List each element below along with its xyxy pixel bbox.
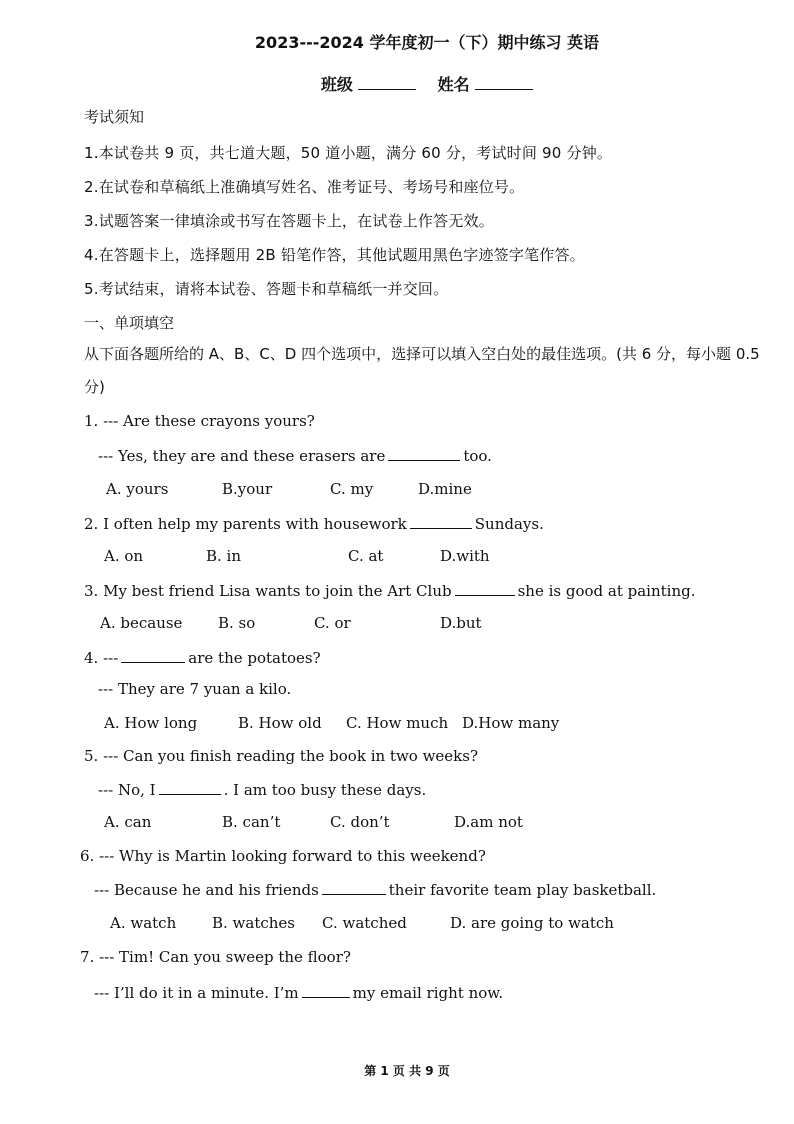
option-b: B. in xyxy=(206,547,242,565)
class-name-line xyxy=(0,72,794,95)
question-response xyxy=(98,780,426,799)
option-c: C. at xyxy=(348,547,384,565)
option-d: D.with xyxy=(440,547,490,565)
option-a: A. How long xyxy=(104,714,198,732)
question-text: are the potatoes? xyxy=(188,649,321,667)
notice-rule: 3.试题答案一律填涂或书写在答题卡上，在试卷上作答无效。 xyxy=(84,212,494,230)
option-b: B.your xyxy=(222,480,273,498)
option-c: C. or xyxy=(314,614,351,632)
option-b: B. How old xyxy=(238,714,322,732)
question-text: 4. --- xyxy=(84,649,119,667)
question-stem xyxy=(84,581,696,600)
exam-title: 2023---2024 学年度初一（下）期中练习 英语 xyxy=(254,33,600,52)
question-text: --- No, I xyxy=(98,781,156,799)
option-c: C. don’t xyxy=(330,813,390,831)
option-a: A. watch xyxy=(110,914,177,932)
option-d: D.How many xyxy=(462,714,560,732)
question-text: their favorite team play basketball. xyxy=(388,881,657,899)
question-text: too. xyxy=(463,447,492,465)
class-label: 班级 xyxy=(320,75,353,94)
notice-rule: 4.在答题卡上，选择题用 2B 铅笔作答，其他试题用黑色字迹签字笔作答。 xyxy=(84,246,585,264)
name-label: 姓名 xyxy=(437,75,470,94)
question-text: . I am too busy these days. xyxy=(223,781,427,799)
option-d: D.mine xyxy=(418,480,472,498)
question-response xyxy=(94,880,656,899)
answer-blank xyxy=(410,514,472,529)
option-d: D. are going to watch xyxy=(450,914,614,932)
question-text: 3. My best friend Lisa wants to join the Art Club xyxy=(84,582,452,600)
notice-rule: 2.在试卷和草稿纸上准确填写姓名、准考证号、考场号和座位号。 xyxy=(84,178,525,196)
option-a: A. on xyxy=(104,547,144,565)
question-stem: 7. --- Tim! Can you sweep the floor? xyxy=(80,948,351,966)
option-b: B. so xyxy=(218,614,256,632)
question-response: --- They are 7 yuan a kilo. xyxy=(98,680,292,698)
section-heading: 一、单项填空 xyxy=(84,314,175,332)
question-response xyxy=(94,983,503,1002)
answer-blank xyxy=(121,648,185,663)
question-text: Sundays. xyxy=(474,515,544,533)
option-a: A. can xyxy=(104,813,152,831)
question-text: --- I’ll do it in a minute. I’m xyxy=(94,984,299,1002)
notice-rule: 5.考试结束，请将本试卷、答题卡和草稿纸一并交回。 xyxy=(84,280,449,298)
question-stem: 5. --- Can you finish reading the book in two weeks? xyxy=(84,747,479,765)
answer-blank xyxy=(455,581,515,596)
option-b: B. watches xyxy=(212,914,296,932)
name-blank xyxy=(475,75,533,90)
option-a: A. yours xyxy=(106,480,169,498)
page-number: 第 1 页 共 9 页 xyxy=(364,1064,450,1078)
question-stem: 1. --- Are these crayons yours? xyxy=(84,412,315,430)
option-d: D.am not xyxy=(454,813,523,831)
notice-title: 考试须知 xyxy=(84,108,145,126)
question-stem: 6. --- Why is Martin looking forward to this weekend? xyxy=(80,847,486,865)
answer-blank xyxy=(159,780,221,795)
answer-blank xyxy=(302,983,350,998)
question-text: 2. I often help my parents with housework xyxy=(84,515,407,533)
option-c: C. How much xyxy=(346,714,449,732)
question-text: my email right now. xyxy=(352,984,504,1002)
notice-rule: 1.本试卷共 9 页，共七道大题，50 道小题，满分 60 分，考试时间 90 分钟。 xyxy=(84,144,613,162)
option-c: C. watched xyxy=(322,914,407,932)
question-stem xyxy=(84,514,544,533)
option-b: B. can’t xyxy=(222,813,281,831)
option-c: C. my xyxy=(330,480,374,498)
section-instruction: 从下面各题所给的 A、B、C、D 四个选项中，选择可以填入空白处的最佳选项。(共 6 分，每小题 0.5 分) xyxy=(84,345,760,396)
question-response xyxy=(98,446,492,465)
option-d: D.but xyxy=(440,614,482,632)
question-text: --- Yes, they are and these erasers are xyxy=(98,447,386,465)
option-a: A. because xyxy=(100,614,183,632)
answer-blank xyxy=(322,880,386,895)
answer-blank xyxy=(388,446,460,461)
question-text: she is good at painting. xyxy=(517,582,696,600)
question-stem xyxy=(84,648,321,667)
question-text: --- Because he and his friends xyxy=(94,881,319,899)
class-blank xyxy=(358,75,416,90)
